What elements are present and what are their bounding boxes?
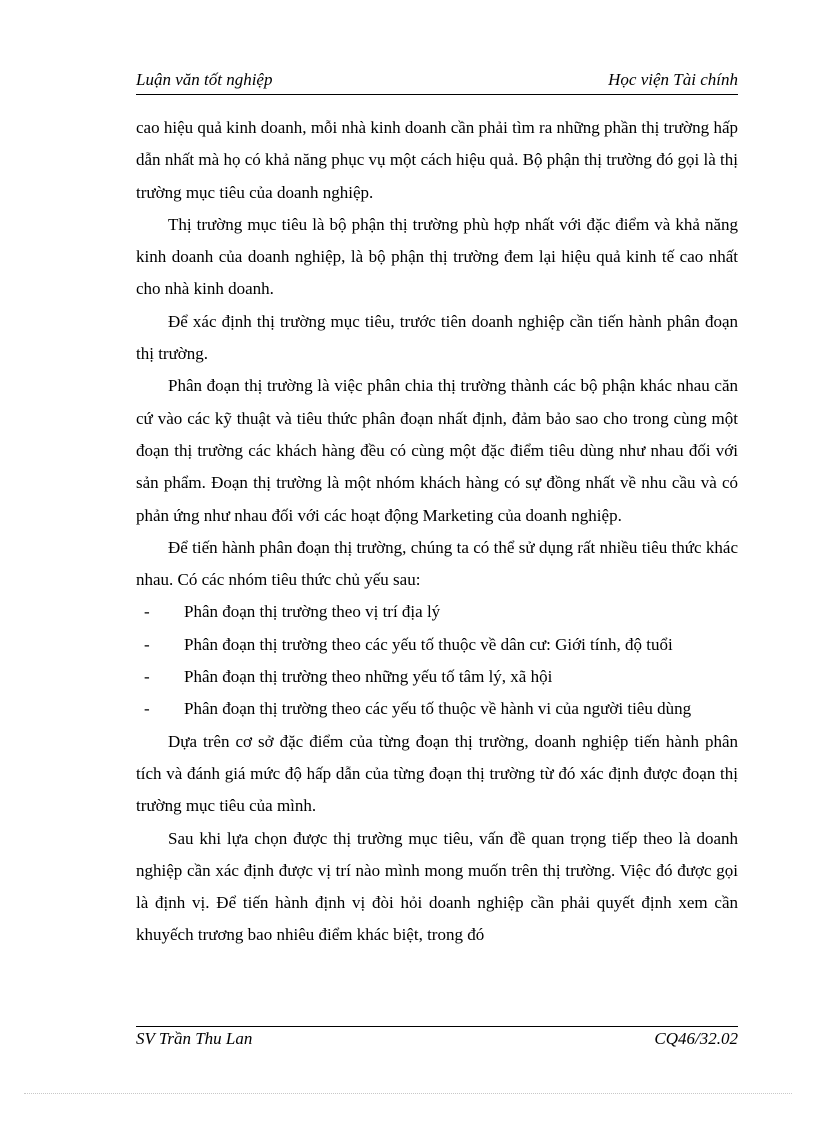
- list-item: [136, 661, 738, 693]
- list-item-text: Phân đoạn thị trường theo những yếu tố tâm lý, xã hội: [184, 667, 553, 687]
- page-edge-divider: [24, 1093, 792, 1094]
- list-item-text: Phân đoạn thị trường theo các yếu tố thuộc về dân cư: Giới tính, độ tuổi: [184, 634, 673, 654]
- list-item: [136, 693, 738, 725]
- bullet-marker: -: [144, 699, 150, 719]
- page-header: [136, 70, 738, 95]
- paragraph: Dựa trên cơ sở đặc điểm của từng đoạn thị trường, doanh nghiệp tiến hành phân tích và đánh giá mức độ hấp dẫn của từng đoạn thị trường từ đó xác định được đoạn thị trường mục tiêu của mình.: [136, 731, 738, 816]
- list-item: [136, 629, 738, 661]
- list-item-text: Phân đoạn thị trường theo các yếu tố thuộc về hành vi của người tiêu dùng: [184, 699, 692, 719]
- paragraph: Để tiến hành phân đoạn thị trường, chúng ta có thể sử dụng rất nhiều tiêu thức khác nhau. Có các nhóm tiêu thức chủ yếu sau:: [136, 537, 738, 590]
- footer-right: CQ46/32.02: [654, 1029, 738, 1048]
- header-left: Luận văn tốt nghiệp: [136, 70, 273, 89]
- list-item: [136, 596, 738, 628]
- paragraph: Để xác định thị trường mục tiêu, trước tiên doanh nghiệp cần tiến hành phân đoạn thị trường.: [136, 311, 738, 364]
- bullet-marker: -: [144, 667, 150, 687]
- bullet-list: [136, 596, 738, 725]
- page-footer: [136, 1026, 738, 1051]
- bullet-marker: -: [144, 602, 150, 622]
- bullet-marker: -: [144, 634, 150, 654]
- paragraph: Phân đoạn thị trường là việc phân chia thị trường thành các bộ phận khác nhau căn cứ vào các kỹ thuật và tiêu thức phân đoạn nhất định, đảm bảo sao cho trong cùng một đoạn thị trường các khách hàng đều có cùng một đặc điểm tiêu dùng như nhau đối với sản phẩm. Đoạn thị trường là một nhóm khách hàng có sự đồng nhất về nhu cầu và có phản ứng như nhau đối với các hoạt động Marketing của doanh nghiệp.: [136, 376, 738, 525]
- footer-left: SV Trần Thu Lan: [136, 1029, 253, 1048]
- document-body: [136, 112, 738, 952]
- paragraph: Sau khi lựa chọn được thị trường mục tiêu, vấn đề quan trọng tiếp theo là doanh nghiệp cần xác định được vị trí nào mình mong muốn trên thị trường. Việc đó được gọi là định vị. Để tiến hành định vị đòi hỏi doanh nghiệp cần phải quyết định xem cần khuyếch trương bao nhiêu điểm khác biệt, trong đó: [136, 828, 738, 945]
- list-item-text: Phân đoạn thị trường theo vị trí địa lý: [184, 602, 441, 622]
- header-right: Học viện Tài chính: [608, 70, 738, 89]
- paragraph: cao hiệu quả kinh doanh, mỗi nhà kinh doanh cần phải tìm ra những phần thị trường hấp dẫn nhất mà họ có khả năng phục vụ một cách hiệu quả. Bộ phận thị trường đó gọi là thị trường mục tiêu của doanh nghiệp.: [136, 118, 738, 202]
- paragraph: Thị trường mục tiêu là bộ phận thị trường phù hợp nhất với đặc điểm và khả năng kinh doanh của doanh nghiệp, là bộ phận thị trường đem lại hiệu quả kinh tế cao nhất cho nhà kinh doanh.: [136, 214, 738, 299]
